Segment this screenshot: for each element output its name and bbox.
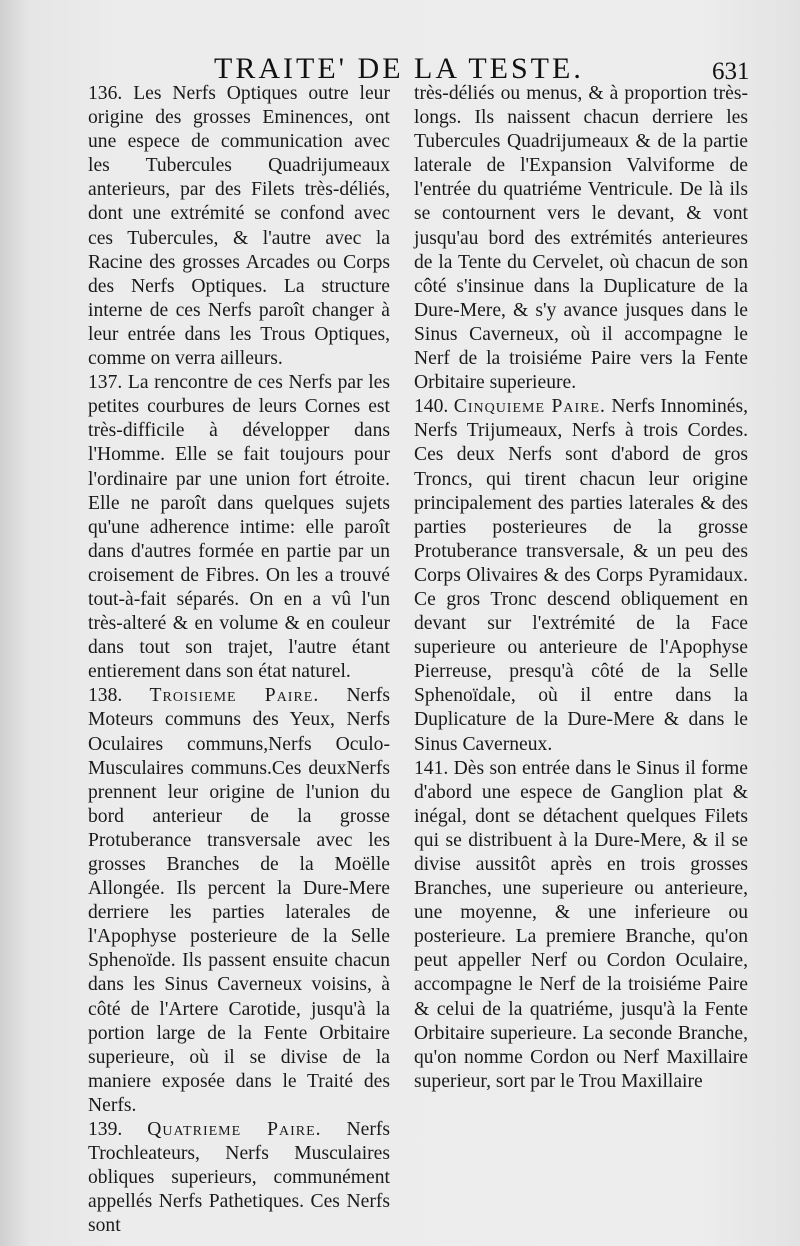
paragraph — [414, 395, 748, 756]
section-heading: Troisieme Paire. — [149, 685, 320, 707]
section-heading: Quatrieme Paire. — [147, 1119, 322, 1141]
left-column — [88, 82, 390, 1239]
paragraph-text: Nerfs Innominés, Nerfs Trijumeaux, Nerfs à trois Cordes. Ces deux Nerfs sont d'abord de gros Troncs, qui tirent chacun leur origine principalement des parties laterales & des parties posterieures de la grosse Protuberance transversale, & un peu des Corps Olivaires & des Corps Pyramidaux. Ce gros Tronc descend obliquement en devant sur l'extrémité de la Face superieure ou anterieure de l'Apophyse Pierreuse, presqu'à côté de la Selle Sphenoïdale, où il entre dans la Duplicature de la Dure-Mere & dans le Sinus Caverneux. — [414, 396, 748, 755]
running-title: TRAITE' DE LA TESTE. — [214, 52, 584, 85]
paragraph — [88, 371, 390, 684]
paragraph — [414, 82, 748, 395]
paragraph — [88, 82, 390, 371]
paragraph-text: Nerfs Trochleateurs, Nerfs Musculaires obliques superieurs, communément appellés Nerfs Pathetiques. Ces Nerfs sont — [88, 1119, 391, 1237]
paragraph-text: Les Nerfs Optiques outre leur origine des grosses Eminences, ont une espece de communication avec les Tubercules Quadrijumeaux anterieurs, par des Filets très-déliés, dont une extrémité se confond avec ces Tubercules, & l'autre avec la Racine des grosses Arcades ou Corps des Nerfs Optiques. La structure interne de ces Nerfs paroît changer à leur entrée dans les Trous Optiques, comme on verra ailleurs. — [88, 83, 390, 370]
paragraph-number: 136. — [88, 83, 123, 104]
paragraph — [88, 684, 390, 1118]
paragraph-number: 137. — [88, 372, 123, 394]
paragraph-number: 139. — [88, 1119, 123, 1141]
paragraph-number: 140. — [414, 396, 449, 418]
paragraph-number: 138. — [88, 685, 123, 707]
page-number: 631 — [712, 58, 750, 85]
paragraph-text: Dès son entrée dans le Sinus il forme d'abord une espece de Ganglion plat & inégal, dont se détachent quelques Filets qui se distribuent à la Dure-Mere, & il se divise aussitôt après en trois grosses Branches, une superieure ou anterieure, une moyenne, & une inferieure ou posterieure. La premiere Branche, qu'on peut appeller Nerf ou Cordon Oculaire, accompagne le Nerf de la troisiéme Paire & celui de la quatriéme, jusqu'à la Fente Orbitaire superieure. La seconde Branche, qu'on nomme Cordon ou Nerf Maxillaire superieur, sort par le Trou Maxillaire — [414, 757, 748, 1092]
paragraph-text: très-déliés ou menus, & à proportion très-longs. Ils naissent chacun derriere les Tubercules Quadrijumeaux & de la partie laterale de l'Expansion Valviforme de l'entrée du quatriéme Ventricule. De là ils se contournent vers le devant, & vont jusqu'au bord des extrémités anterieures de la Tente du Cervelet, où chacun de son côté s'insinue dans la Duplicature de la Dure-Mere, & s'y avance jusques dans le Sinus Caverneux, où il accompagne le Nerf de la troisiéme Paire vers la Fente Orbitaire superieure. — [414, 83, 748, 394]
section-heading: Cinquieme Paire. — [453, 396, 606, 418]
paragraph — [88, 1118, 390, 1238]
right-column — [414, 82, 748, 1094]
paragraph — [414, 757, 748, 1094]
paragraph-text: La rencontre de ces Nerfs par les petites courbures de leurs Cornes est très-difficile à développer dans l'Homme. Elle se fait toujours pour l'ordinaire par une union fort étroite. Elle ne paroît dans quelques sujets qu'une adherence intime: elle paroît dans d'autres formée en partie par un croisement de Fibres. On les a trouvé tout-à-fait séparés. On en a vû l'un très-alteré & en volume & en couleur dans tout son trajet, l'autre étant entierement dans son état naturel. — [88, 372, 390, 683]
paragraph-text: Nerfs Moteurs communs des Yeux, Nerfs Oculaires communs,Nerfs Oculo-Musculaires communs.Ces deuxNerfs prennent leur origine de l'union du bord anterieur de la grosse Protuberance transversale avec les grosses Branches de la Moëlle Allongée. Ils percent la Dure-Mere derriere les parties laterales de l'Apophyse posterieure de la Selle Sphenoïde. Ils passent ensuite chacun dans les Sinus Caverneux voisins, à côté de l'Artere Carotide, jusqu'à la portion large de la Fente Orbitaire superieure, où il se divise de la maniere exposée dans le Traité des Nerfs. — [88, 685, 391, 1116]
paragraph-number: 141. — [414, 757, 449, 779]
